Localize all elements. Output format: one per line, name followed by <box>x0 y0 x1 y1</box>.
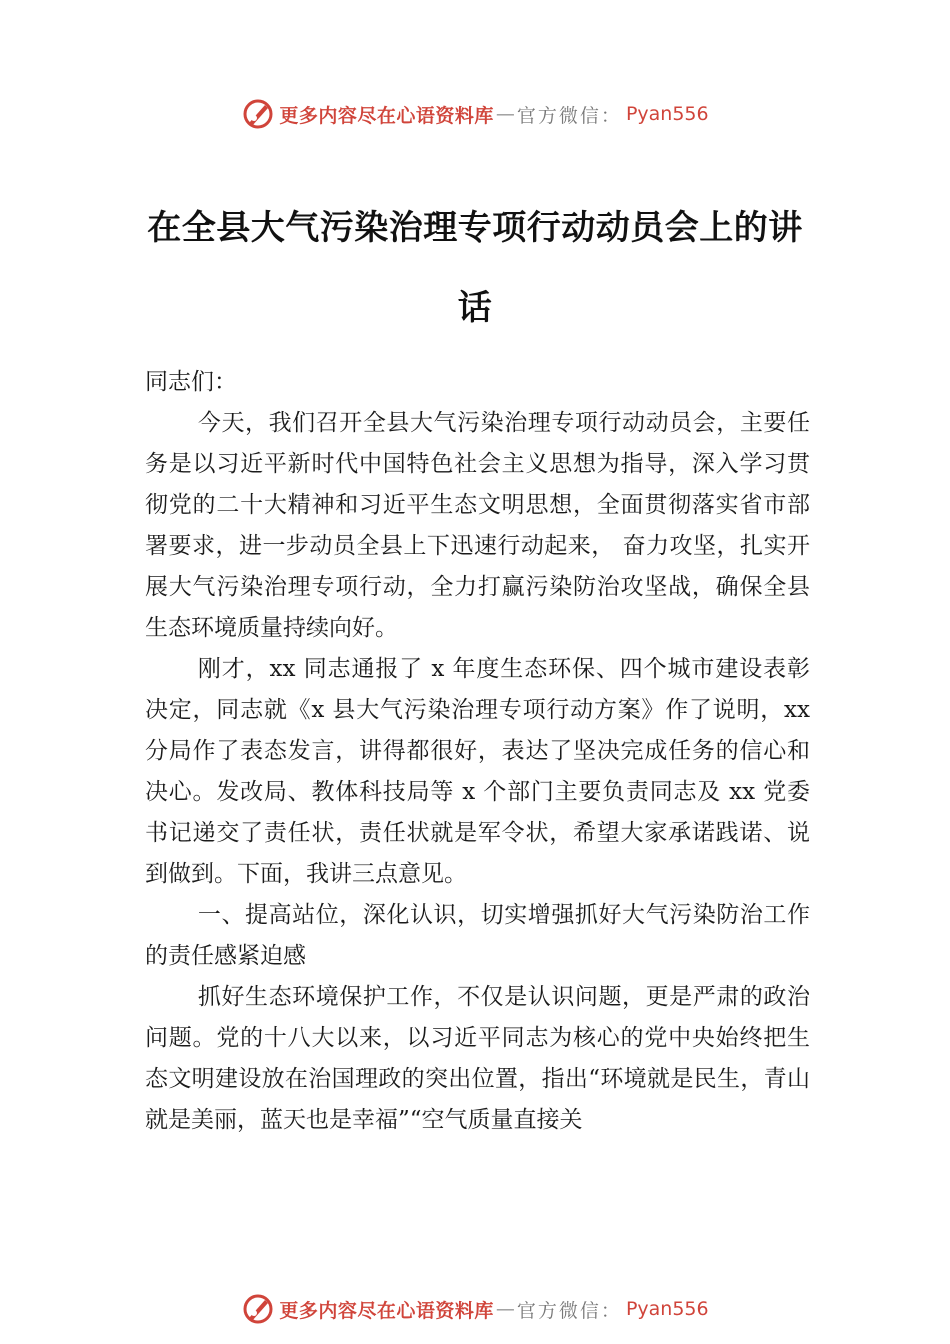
banner-text: 更多内容尽在心语资料库 <box>279 104 494 127</box>
footer-banner <box>0 1287 950 1331</box>
paragraph: 抓好生态环境保护工作，不仅是认识问题，更是严肃的政治问题。党的十八大以来，以习近平同志为核心的党中央始终把生态文明建设放在治国理政的突出位置，指出“环境就是民生，青山就是美丽，蓝天也是幸福”“空气质量直接关 <box>145 984 810 1133</box>
pen-logo-icon <box>241 97 275 131</box>
banner-wechat-id: Pyan556 <box>625 1298 709 1320</box>
section-heading: 一、提高站位，深化认识，切实增强抓好大气污染防治工作的责任感紧迫感 <box>145 902 810 969</box>
banner-official-label: 官方微信： <box>516 1299 622 1322</box>
banner-text: 更多内容尽在心语资料库 <box>279 1299 494 1322</box>
banner-dash: — <box>495 103 515 125</box>
banner-wechat-id: Pyan556 <box>625 103 709 125</box>
document-title: 在全县大气污染治理专项行动动员会上的讲话 <box>147 208 803 328</box>
pen-logo-icon <box>241 1292 275 1326</box>
header-banner <box>0 92 950 136</box>
document-body <box>145 362 810 1141</box>
banner-official-label: 官方微信： <box>516 104 622 127</box>
paragraph: 今天，我们召开全县大气污染治理专项行动动员会，主要任务是以习近平新时代中国特色社会主义思想为指导，深入学习贯彻党的二十大精神和习近平生态文明思想，全面贯彻落实省市部署要求，进一步动员全县上下迅速行动起来， 奋力攻坚，扎实开展大气污染治理专项行动，全力打赢污染防治攻坚战，确保全县生态环境质量持续向好。 <box>145 410 810 641</box>
banner-dash: — <box>495 1298 515 1320</box>
paragraph: 刚才，xx 同志通报了 x 年度生态环保、四个城市建设表彰决定，同志就《x 县大气污染治理专项行动方案》作了说明，xx 分局作了表态发言，讲得都很好，表达了坚决完成任务的信心和决心。发改局、教体科技局等 x 个部门主要负责同志及 xx 党委书记递交了责任状，责任状就是军令状，希望大家承诺践诺、说到做到。下面，我讲三点意见。 <box>145 656 810 887</box>
salutation: 同志们： <box>145 369 237 395</box>
